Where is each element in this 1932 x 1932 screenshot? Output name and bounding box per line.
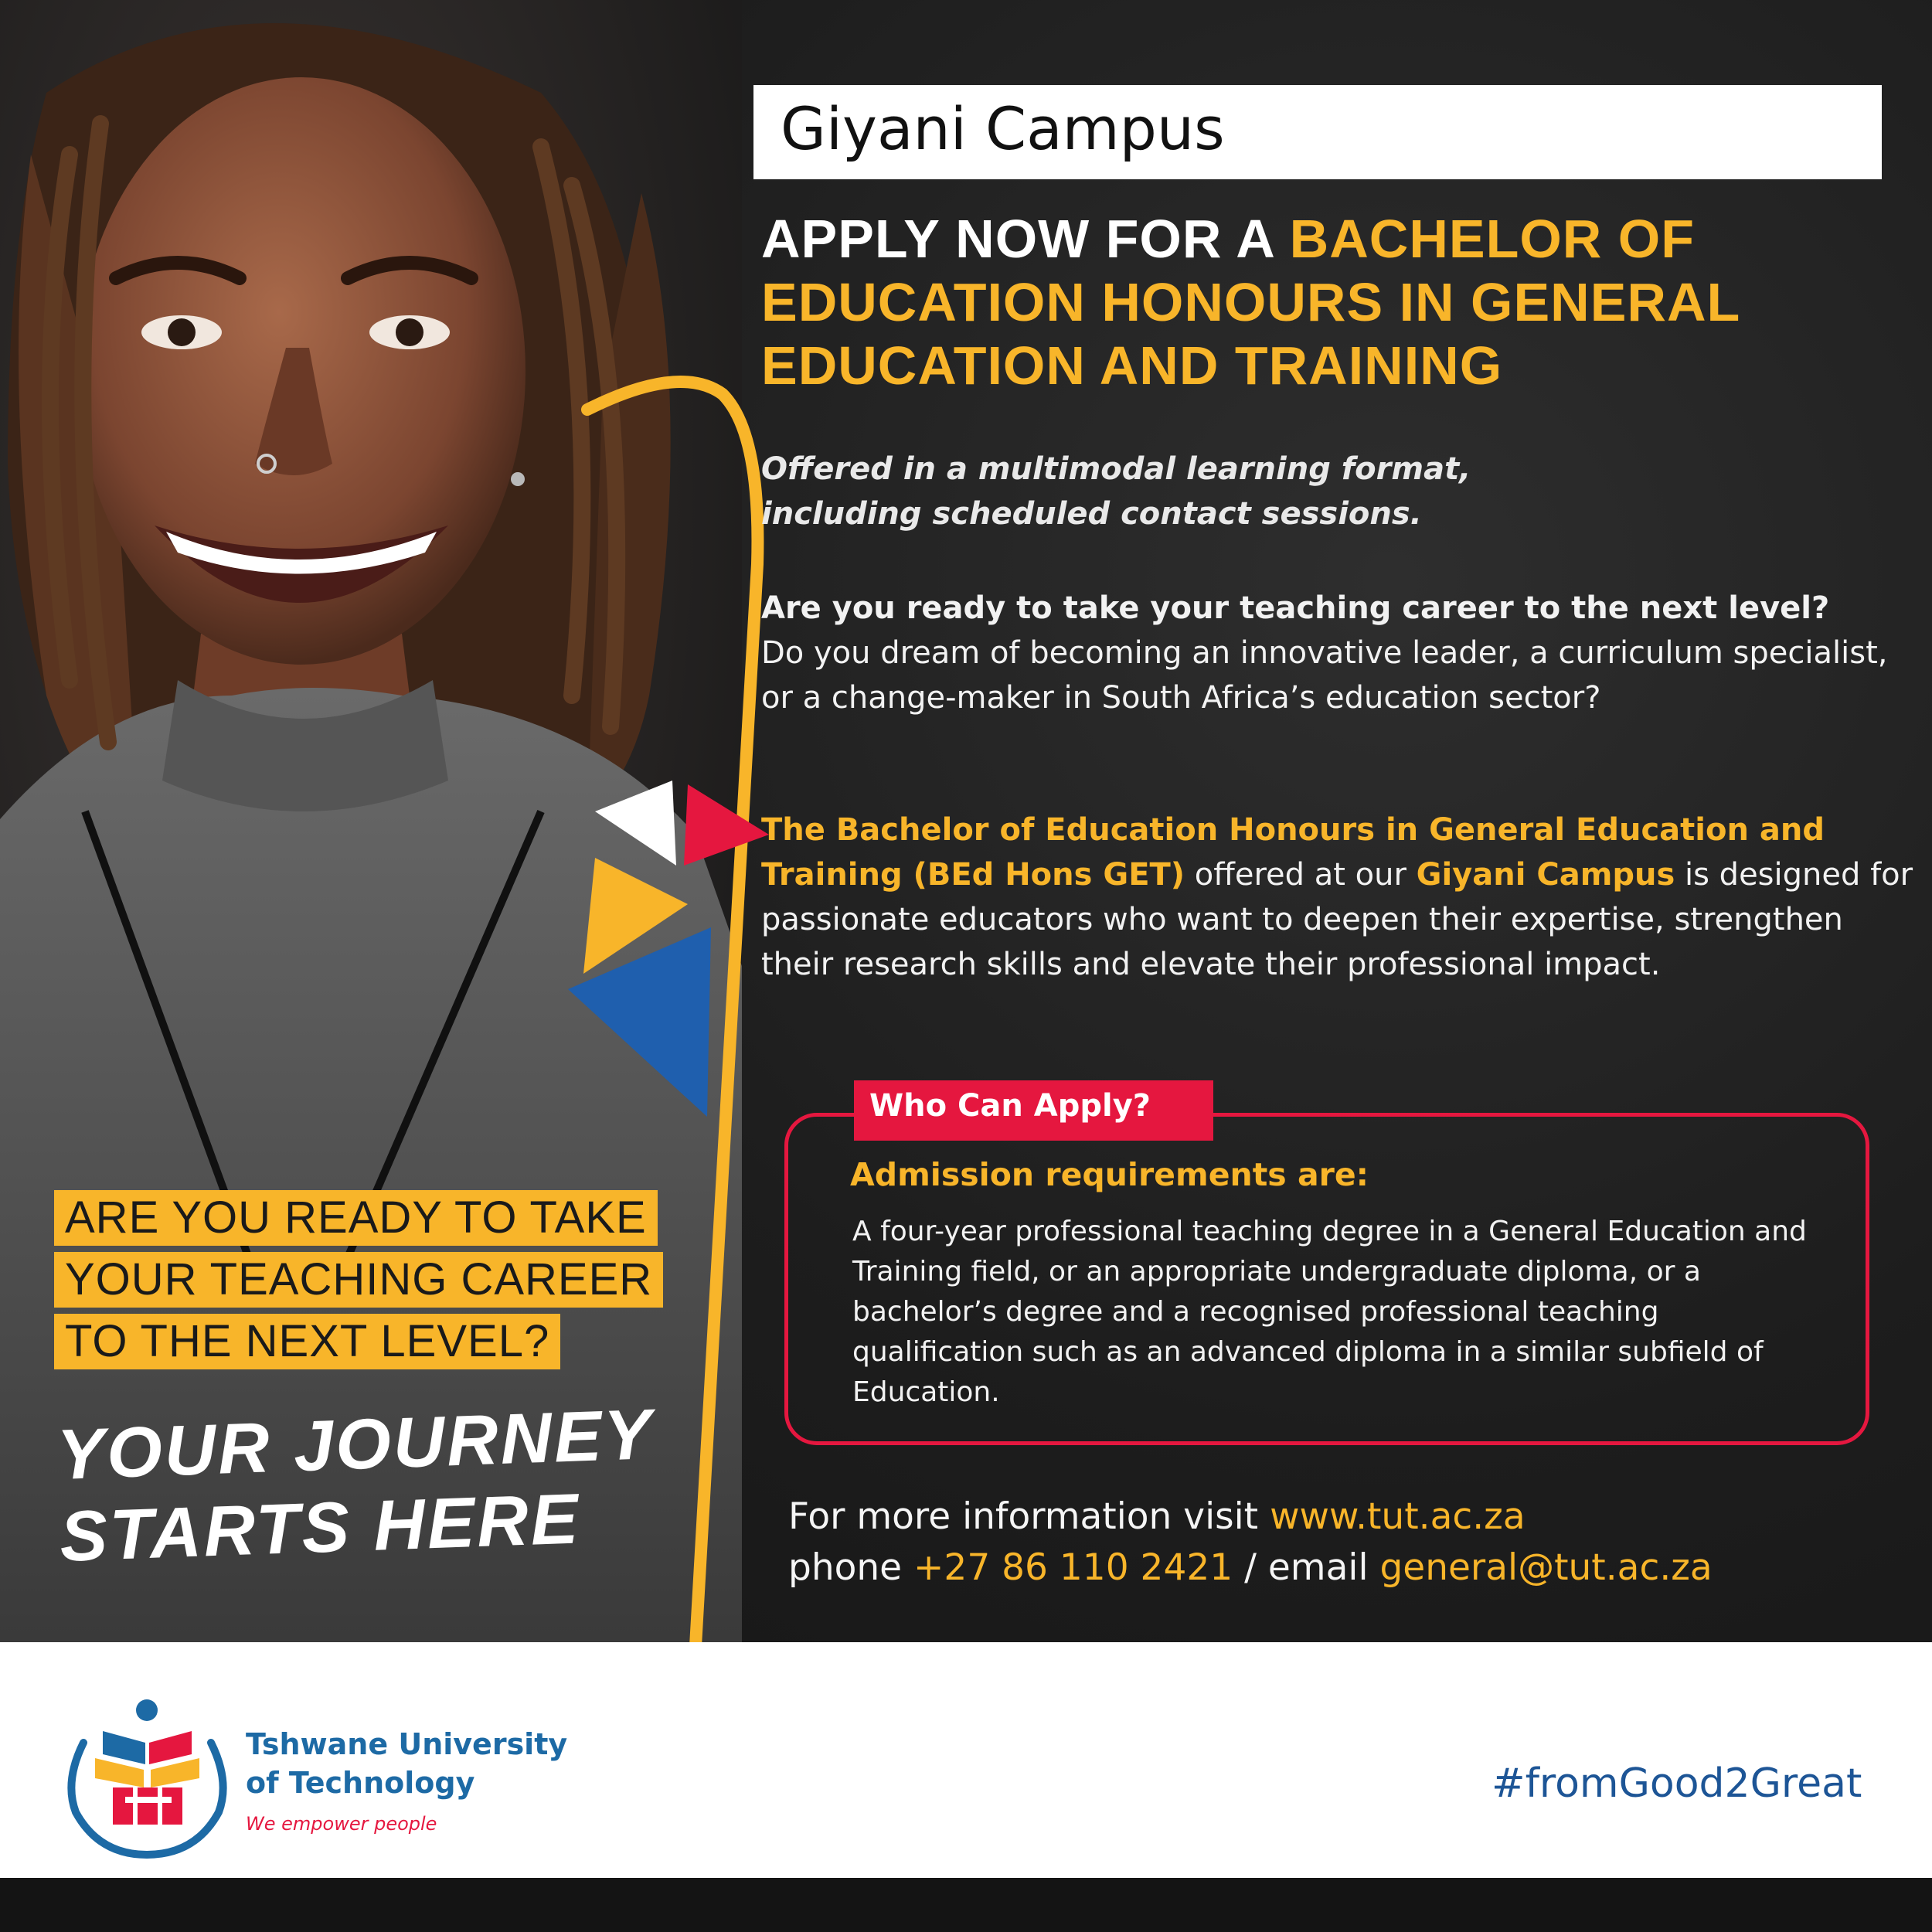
admission-requirements-text: A four-year professional teaching degree in a General Education and Training field, or an appropriate undergraduate diploma, or a bachelor’s degree and a recognised professional teaching qualification such as an advanced diploma in a similar subfield of Education.: [852, 1216, 1807, 1408]
journey-slogan: [56, 1390, 741, 1578]
tagline: [54, 1190, 734, 1376]
format-note: [761, 447, 1882, 536]
admission-requirements-heading: Admission requirements are:: [850, 1156, 1369, 1193]
journey-line1: YOUR JOURNEY: [56, 1395, 655, 1495]
intro-paragraph: [761, 586, 1920, 720]
hashtag: #fromGood2Great: [1492, 1760, 1862, 1807]
headline-highlight: BACHELOR OF EDUCATION HONOURS IN GENERAL EDUCATION AND TRAINING: [761, 209, 1740, 396]
tagline-line: TO THE NEXT LEVEL?: [54, 1314, 560, 1369]
program-offered-at: offered at our: [1185, 857, 1417, 893]
tut-logo-icon: [60, 1696, 234, 1859]
headline-lead: APPLY NOW FOR A: [761, 209, 1290, 269]
program-text: is designed for passionate educators who want to deepen their expertise, strengthen their research skills and elevate their professional impact.: [761, 857, 1913, 982]
contact-info: [788, 1492, 1886, 1594]
website-link[interactable]: www.tut.ac.za: [1270, 1495, 1526, 1538]
university-name-line2: of Technology: [246, 1766, 475, 1800]
phone-link[interactable]: +27 86 110 2421: [913, 1546, 1233, 1589]
contact-separator: /: [1233, 1546, 1268, 1589]
contact-website-line: [788, 1492, 1886, 1543]
program-campus: Giyani Campus: [1416, 857, 1675, 893]
tagline-line: YOUR TEACHING CAREER: [54, 1252, 663, 1308]
journey-line2: STARTS HERE: [58, 1479, 582, 1577]
tagline-line: ARE YOU READY TO TAKE: [54, 1190, 658, 1246]
intro-text: Do you dream of becoming an innovative leader, a curriculum specialist, or a change-maker in South Africa’s education sector?: [761, 635, 1888, 716]
intro-question: Are you ready to take your teaching career to the next level?: [761, 590, 1830, 626]
format-note-line1: Offered in a multimodal learning format,: [761, 451, 1471, 487]
contact-phone-email-line: [788, 1543, 1886, 1594]
headline: [761, 207, 1905, 397]
email-link[interactable]: general@tut.ac.za: [1379, 1546, 1713, 1589]
who-can-apply-label: Who Can Apply?: [869, 1088, 1151, 1124]
format-note-line2: including scheduled contact sessions.: [761, 496, 1422, 532]
program-name: The Bachelor of Education Honours in General Education and Training (BEd Hons GET): [761, 812, 1825, 893]
program-paragraph: [761, 808, 1920, 987]
contact-email-label: email: [1267, 1546, 1380, 1589]
university-motto: We empower people: [246, 1813, 437, 1835]
university-name-line1: Tshwane University: [246, 1727, 568, 1761]
bottom-strip: [0, 1878, 1932, 1932]
university-name: [246, 1725, 567, 1802]
campus-title: Giyani Campus: [781, 94, 1225, 163]
contact-phone-label: phone: [788, 1546, 914, 1589]
contact-visit-label: For more information visit: [788, 1495, 1270, 1538]
